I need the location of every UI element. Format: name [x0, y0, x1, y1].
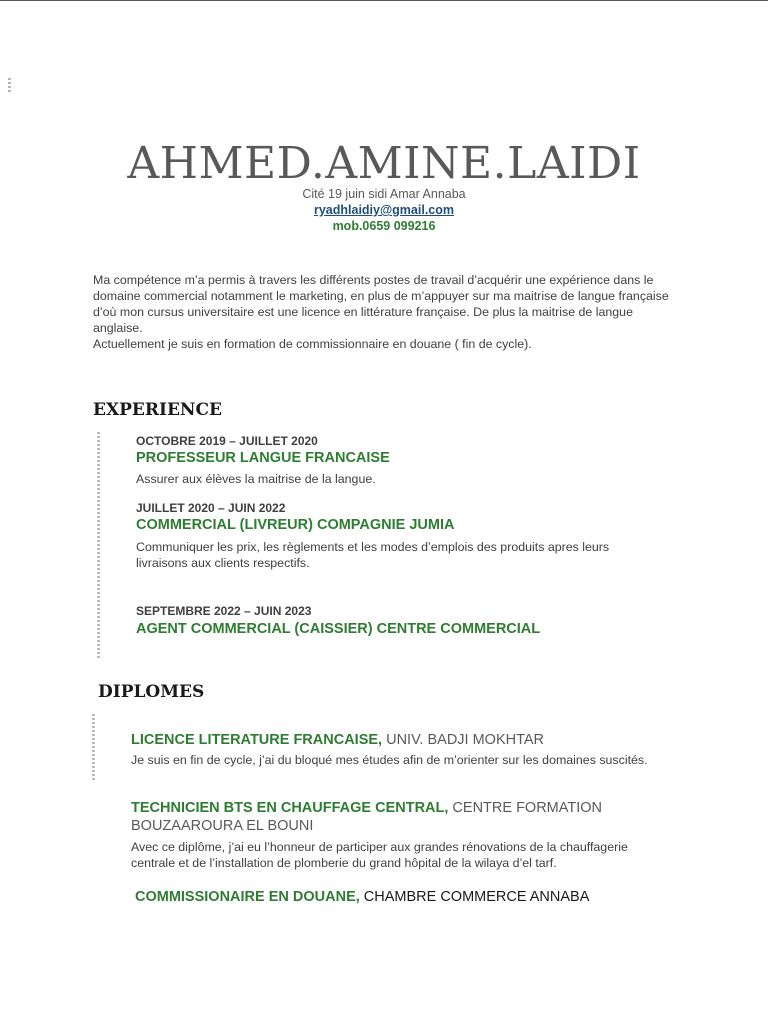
diploma-institution-continued: BOUZAAROURA EL BOUNI: [131, 818, 314, 834]
candidate-name: AHMED.AMINE.LAIDI: [127, 138, 641, 189]
diploma-degree: COMMISSIONAIRE EN DOUANE,: [135, 889, 360, 905]
experience-role: PROFESSEUR LANGUE FRANCAISE: [136, 450, 390, 466]
diplomas-timeline: [92, 714, 95, 782]
email-link[interactable]: ryadhlaidiy@gmail.com: [313, 203, 454, 217]
experience-role: COMMERCIAL (LIVREUR) COMPAGNIE JUMIA: [136, 517, 455, 533]
diploma-description: Avec ce diplôme, j’ai eu l’honneur de participer aux grandes rénovations de la chauffagerie centrale et de l’installation de plomberie du grand hôpital de la wilaya d’el tarf.: [131, 840, 628, 870]
diploma-title-line: [135, 888, 589, 906]
profile-summary: [93, 272, 683, 352]
address: Cité 19 juin sidi Amar Annaba: [302, 187, 466, 201]
diploma-degree: TECHNICIEN BTS EN CHAUFFAGE CENTRAL,: [131, 800, 449, 816]
phone: mob.0659 099216: [332, 219, 436, 233]
diploma-institution: CENTRE FORMATION: [448, 800, 602, 816]
diploma-institution: UNIV. BADJI MOKHTAR: [382, 732, 545, 748]
margin-marker: [8, 78, 11, 94]
experience-description: Assurer aux élèves la maitrise de la langue.: [136, 472, 376, 486]
diploma-degree: LICENCE LITERATURE FRANCAISE,: [131, 732, 383, 748]
experience-timeline: [97, 432, 100, 660]
email-line: [0, 203, 768, 217]
diplomas-heading: DIPLOMES: [98, 682, 205, 702]
experience-dates: OCTOBRE 2019 – JUILLET 2020: [136, 434, 318, 448]
experience-description: Communiquer les prix, les règlements et les modes d’emplois des produits apres leurs livraisons aux clients respectifs.: [136, 540, 610, 570]
summary-paragraph: Ma compétence m’a permis à travers les différents postes de travail d’acquérir une expérience dans le domaine commercial notamment le marketing, en plus de m’appuyer sur ma maitrise de langue française d’où mon cursus universitaire est une licence en littérature française. De plus la maitrise de langue anglaise.: [93, 273, 669, 335]
page-top-border: [0, 0, 768, 1]
summary-paragraph: Actuellement je suis en formation de commissionnaire en douane ( fin de cycle).: [93, 337, 532, 351]
experience-dates: JUILLET 2020 – JUIN 2022: [136, 501, 286, 515]
diploma-title-line: [131, 799, 602, 817]
experience-dates: SEPTEMBRE 2022 – JUIN 2023: [136, 604, 312, 618]
experience-heading: EXPERIENCE: [93, 400, 222, 420]
diploma-institution: CHAMBRE COMMERCE ANNABA: [359, 889, 590, 905]
experience-role: AGENT COMMERCIAL (CAISSIER) CENTRE COMMERCIAL: [136, 621, 541, 637]
diploma-description: Je suis en fin de cycle, j’ai du bloqué mes études afin de m’orienter sur les domaines suscités.: [131, 753, 648, 767]
diploma-title-line: [131, 731, 544, 749]
